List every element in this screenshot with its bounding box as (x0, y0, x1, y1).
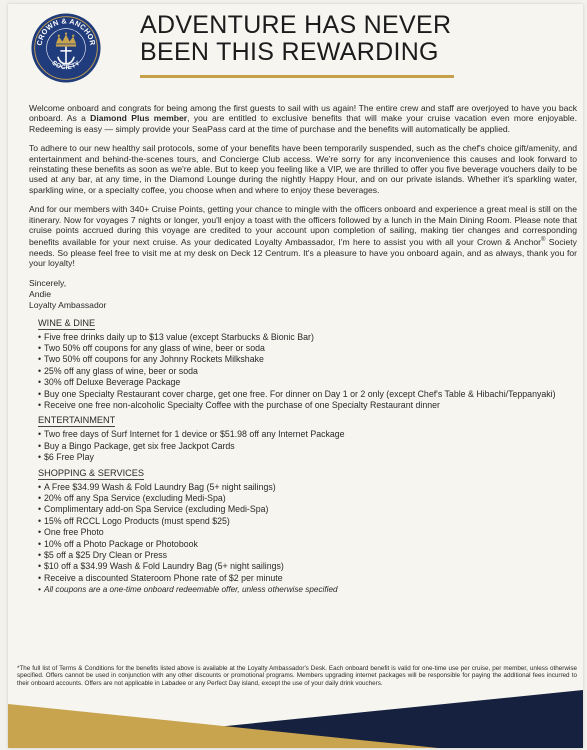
section-title: WINE & DINE (38, 317, 96, 328)
points-text-start: And for our members with 340+ Cruise Points, getting your chance to mingle with the officers onboard and experience a great meal is still on the itinerary. Now for voyages 7 nights or longer, you'll enjoy a toast with the officers followed by a lunch in the Main Dining Room. Please note that cruise points accrued during this voyage are credited to your account upon completion of sailing, making tier changes and corresponding benefits available for your next cruise. As your dedicated Loyalty Ambassador, I'm here to assist you with all your Crown & Anchor (29, 204, 577, 248)
list-item: • Complimentary add-on Spa Service (excluding Medi-Spa) (38, 504, 577, 515)
headline (140, 12, 570, 66)
coupon-note: • All coupons are a one-time onboard redeemable offer, unless otherwise specified (38, 584, 577, 595)
registered-mark: ® (541, 237, 546, 244)
intro-text-start: Welcome onboard and congrats for being among the first guests to sail with us again! The entire crew and staff are overjoyed to have you back onboard. As a (29, 103, 577, 124)
list-item: • Receive a discounted Stateroom Phone rate of $2 per minute (38, 573, 577, 584)
intro-paragraph (29, 103, 577, 134)
list-item: • One free Photo (38, 527, 577, 538)
list-item: • Two free days of Surf Internet for 1 device or $51.98 off any Internet Package (38, 429, 577, 440)
headline-line-1: ADVENTURE HAS NEVER (140, 11, 452, 39)
benefit-list (29, 429, 577, 463)
benefit-list (29, 482, 577, 596)
list-item: • Five free drinks daily up to $13 value (except Starbucks & Bionic Bar) (38, 332, 577, 343)
protocols-paragraph: To adhere to our new healthy sail protocols, some of your benefits have been temporarily suspended, such as the chef's choice gift/amenity, and entertainment and behind-the-scenes tours, and Concierge Club access. We're sorry for any inconvenience this causes and look forward to reinstating these benefits as soon as we're able. But to keep you feeling like a VIP, we are thrilled to offer you five beverage vouchers daily to be used at any bar, at any time, in the Diamond Lounge during the nightly Happy Hour, and on our private islands. Whether it's sparkling water, sparkling wine, or a specialty coffee, you choose when and where to enjoy these beverages. (29, 143, 577, 195)
list-item: • Buy one Specialty Restaurant cover charge, get one free. For dinner on Day 1 or 2 only (except Chef's Table & Hibachi/Teppanyaki) (38, 389, 577, 400)
crown-anchor-logo-icon (30, 12, 102, 84)
list-item: • 10% off a Photo Package or Photobook (38, 539, 577, 550)
list-item: • Two 50% off coupons for any glass of wine, beer or soda (38, 343, 577, 354)
signature-block (29, 278, 577, 311)
letter-page (8, 4, 583, 748)
benefit-list (29, 332, 577, 412)
list-item: • Two 50% off coupons for any Johnny Rockets Milkshake (38, 354, 577, 365)
section-shopping-services (29, 468, 577, 596)
list-item: • $6 Free Play (38, 452, 577, 463)
logo-top-text: CROWN & ANCHOR (34, 16, 98, 47)
headline-underline (140, 75, 454, 78)
list-item: • 20% off any Spa Service (excluding Medi-Spa) (38, 493, 577, 504)
terms-footnote: *The full list of Terms & Conditions for the benefits listed above is available at the Loyalty Ambassador's Desk. Each onboard benefit is valid for one-time use per cruise, per member, unless otherwise specified. Offers cannot be used in conjunction with any other discounts or promotional programs. Members upgrading internet packages will be responsible for paying the additional fees incurred to their onboard accounts. Offers are not applicable in Labadee or any Perfect Day island, except the use of your daily drink vouchers. (17, 665, 577, 687)
section-title: ENTERTAINMENT (38, 415, 116, 426)
cruise-points-paragraph (29, 204, 577, 268)
signer-title: Loyalty Ambassador (29, 299, 107, 310)
points-text-end: Society needs. So please feel free to visit me at my desk on Deck 12 Centrum. It's a pleasure to have you onboard again, and as always, thank you for your loyalty! (29, 237, 577, 269)
list-item: • $10 off a $34.99 Wash & Fold Laundry Bag (5+ night sailings) (38, 561, 577, 572)
list-item: • 25% off any glass of wine, beer or soda (38, 366, 577, 377)
decorative-footer-band (8, 690, 583, 748)
signer-name: Andie (29, 288, 51, 299)
section-entertainment (29, 415, 577, 463)
list-item: • Receive one free non-alcoholic Specialty Coffee with the purchase of one Specialty Restaurant dinner (38, 400, 577, 411)
list-item: • Buy a Bingo Package, get six free Jackpot Cards (38, 441, 577, 452)
intro-text-end: , you are entitled to exclusive benefits that will make your cruise vacation even more enjoyable. Redeeming is easy — simply provide your SeaPass card at the time of purchase and the benefits will automatically be applied. (29, 113, 577, 134)
headline-line-2: BEEN THIS REWARDING (140, 38, 439, 66)
list-item: • A Free $34.99 Wash & Fold Laundry Bag (5+ night sailings) (38, 482, 577, 493)
logo-bottom-text: SOCIETY (50, 59, 82, 72)
letter-body (29, 103, 577, 600)
membership-tier: Diamond Plus member (90, 113, 188, 124)
section-wine-dine (29, 318, 577, 412)
list-item: • 15% off RCCL Logo Products (must spend $25) (38, 516, 577, 527)
closing: Sincerely, (29, 277, 67, 288)
section-title: SHOPPING & SERVICES (38, 467, 145, 478)
list-item: • 30% off Deluxe Beverage Package (38, 377, 577, 388)
list-item: • $5 off a $25 Dry Clean or Press (38, 550, 577, 561)
